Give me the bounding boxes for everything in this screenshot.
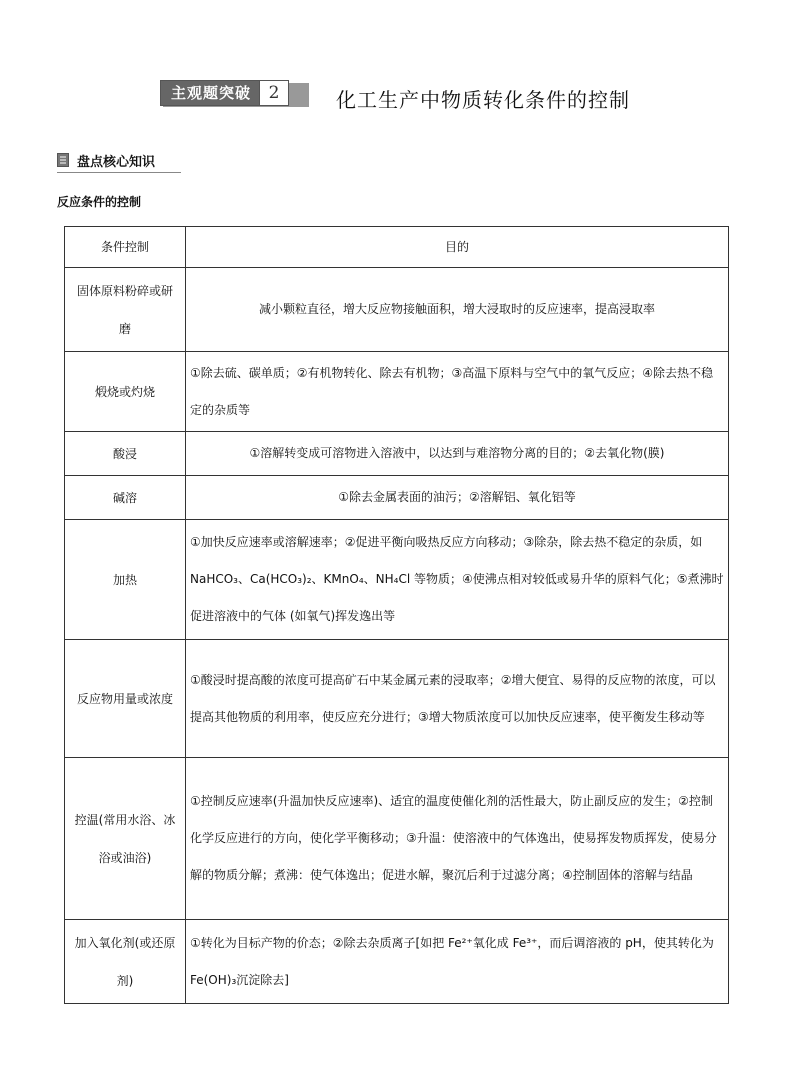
topic-badge (160, 80, 289, 106)
purpose-cell: ①酸浸时提高酸的浓度可提高矿石中某金属元素的浸取率；②增大便宜、易得的反应物的浓度，可以提高其他物质的利用率，使反应充分进行；③增大物质浓度可以加快反应速率，使平衡发生移动等 (186, 640, 729, 758)
document-icon (57, 153, 69, 167)
subheading: 反应条件的控制 (57, 195, 142, 209)
purpose-cell: ①转化为目标产物的价态；②除去杂质离子[如把 Fe²⁺氧化成 Fe³⁺，而后调溶液的 pH，使其转化为 Fe(OH)₃沉淀除去] (186, 920, 729, 1004)
condition-cell: 煅烧或灼烧 (65, 352, 186, 432)
section-title: 盘点核心知识 (77, 154, 156, 170)
condition-cell: 碱溶 (65, 476, 186, 520)
table-row (65, 920, 729, 1004)
condition-cell: 控温(常用水浴、冰浴或油浴) (65, 758, 186, 920)
table-row (65, 352, 729, 432)
conditions-table (64, 226, 729, 1004)
purpose-cell: ①控制反应速率(升温加快反应速率)、适宜的温度使催化剂的活性最大，防止副反应的发生；②控制化学反应进行的方向，使化学平衡移动；③升温：使溶液中的气体逸出，使易挥发物质挥发，使易分解的物质分解；煮沸：使气体逸出；促进水解，聚沉后利于过滤分离；④控制固体的溶解与结晶 (186, 758, 729, 920)
purpose-cell: ①溶解转变成可溶物进入溶液中，以达到与难溶物分离的目的；②去氧化物(膜) (186, 432, 729, 476)
purpose-cell: ①加快反应速率或溶解速率；②促进平衡向吸热反应方向移动；③除杂，除去热不稳定的杂质，如 NaHCO₃、Ca(HCO₃)₂、KMnO₄、NH₄Cl 等物质；④使沸点相对较低或易升华的原料气化；⑤煮沸时促进溶液中的气体 (如氧气)挥发逸出等 (186, 520, 729, 640)
table-row (65, 758, 729, 920)
header-purpose: 目的 (186, 227, 729, 268)
condition-cell: 酸浸 (65, 432, 186, 476)
condition-cell: 反应物用量或浓度 (65, 640, 186, 758)
page-title: 化工生产中物质转化条件的控制 (336, 88, 630, 112)
condition-cell: 加热 (65, 520, 186, 640)
condition-cell: 固体原料粉碎或研磨 (65, 268, 186, 352)
table-row (65, 432, 729, 476)
table-row (65, 268, 729, 352)
section-heading (57, 148, 181, 173)
table-header-row (65, 227, 729, 268)
purpose-cell: ①除去硫、碳单质；②有机物转化、除去有机物；③高温下原料与空气中的氧气反应；④除去热不稳定的杂质等 (186, 352, 729, 432)
condition-cell: 加入氧化剂(或还原剂) (65, 920, 186, 1004)
table-row (65, 520, 729, 640)
header-condition: 条件控制 (65, 227, 186, 268)
table-row (65, 476, 729, 520)
purpose-cell: ①除去金属表面的油污；②溶解铝、氧化铝等 (186, 476, 729, 520)
badge-number: 2 (259, 81, 288, 105)
badge-label: 主观题突破 (161, 81, 259, 105)
table-row (65, 640, 729, 758)
purpose-cell: 减小颗粒直径，增大反应物接触面积，增大浸取时的反应速率，提高浸取率 (186, 268, 729, 352)
